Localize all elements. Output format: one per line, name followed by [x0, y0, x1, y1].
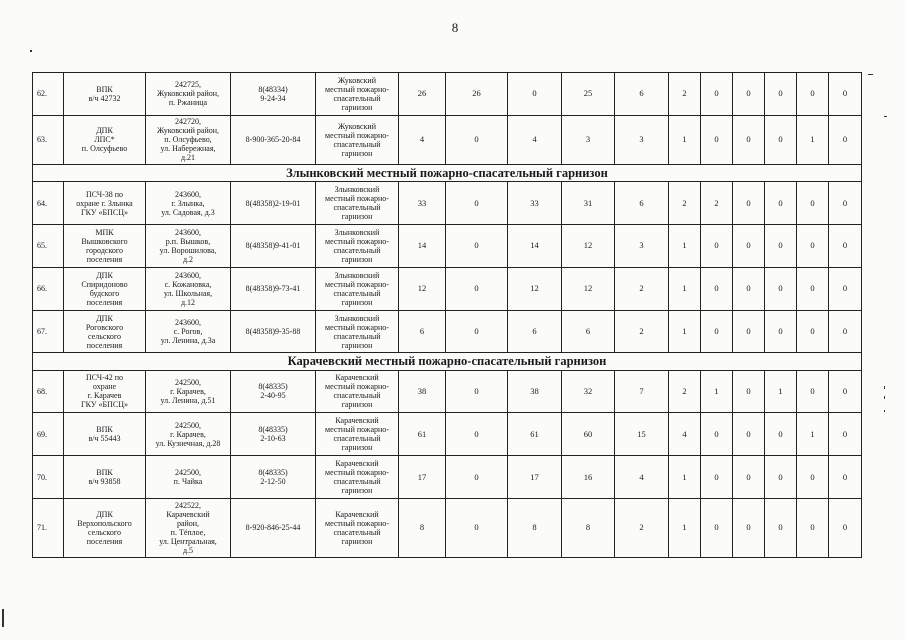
unit-name-cell: ВПК в/ч 55443	[64, 413, 146, 456]
unit-name-cell: ПСЧ-38 по охране г. Злынка ГКУ «БПСЦ»	[64, 182, 146, 225]
address-cell: 243600, р.п. Вышков, ул. Ворошилова, д.2	[146, 224, 231, 267]
col-15-cell: 0	[829, 224, 862, 267]
col-15-cell: 0	[829, 498, 862, 557]
garrison-cell: Жуковский местный пожарно- спасательный гарнизон	[316, 115, 399, 164]
col-6-cell: 0	[446, 115, 508, 164]
unit-name-cell: ДПК ЛПС* п. Олсуфьево	[64, 115, 146, 164]
phone-cell: 8(48358)9-35-88	[231, 310, 316, 353]
col-10-cell: 2	[669, 73, 701, 116]
col-11-cell: 0	[701, 413, 733, 456]
row-number-cell: 68.	[33, 370, 64, 413]
row-number-cell: 66.	[33, 267, 64, 310]
staff-total-cell: 38	[399, 370, 446, 413]
col-8-cell: 31	[562, 182, 615, 225]
scan-mark	[30, 50, 32, 52]
table-row	[33, 370, 862, 413]
col-13-cell: 0	[765, 73, 797, 116]
col-9-cell: 3	[615, 115, 669, 164]
col-11-cell: 0	[701, 73, 733, 116]
garrison-section-row	[33, 353, 862, 370]
col-9-cell: 2	[615, 267, 669, 310]
scan-mark	[884, 116, 887, 117]
table-row	[33, 115, 862, 164]
col-6-cell: 0	[446, 456, 508, 499]
garrison-cell: Жуковский местный пожарно- спасательный гарнизон	[316, 73, 399, 116]
row-number-cell: 69.	[33, 413, 64, 456]
staff-total-cell: 4	[399, 115, 446, 164]
garrison-section-title: Карачевский местный пожарно-спасательный гарнизон	[33, 353, 862, 370]
col-6-cell: 0	[446, 310, 508, 353]
col-8-cell: 12	[562, 224, 615, 267]
col-7-cell: 6	[508, 310, 562, 353]
scan-mark	[884, 386, 885, 389]
col-11-cell: 0	[701, 310, 733, 353]
col-6-cell: 0	[446, 370, 508, 413]
col-15-cell: 0	[829, 115, 862, 164]
table-row	[33, 310, 862, 353]
unit-name-cell: ДПК Роговского сельского поселения	[64, 310, 146, 353]
phone-cell: 8-900-365-20-84	[231, 115, 316, 164]
col-9-cell: 6	[615, 73, 669, 116]
garrison-cell: Злынковский местный пожарно- спасательный гарнизон	[316, 224, 399, 267]
phone-cell: 8(48358)9-73-41	[231, 267, 316, 310]
col-11-cell: 2	[701, 182, 733, 225]
col-14-cell: 0	[797, 370, 829, 413]
phone-cell: 8(48335) 2-10-63	[231, 413, 316, 456]
col-6-cell: 0	[446, 182, 508, 225]
col-15-cell: 0	[829, 182, 862, 225]
table-row	[33, 224, 862, 267]
col-14-cell: 1	[797, 413, 829, 456]
col-11-cell: 1	[701, 370, 733, 413]
address-cell: 242500, г. Карачев, ул. Кузнечная, д.28	[146, 413, 231, 456]
col-6-cell: 26	[446, 73, 508, 116]
col-9-cell: 3	[615, 224, 669, 267]
address-cell: 243600, с. Кожановка, ул. Школьная, д.12	[146, 267, 231, 310]
row-number-cell: 71.	[33, 498, 64, 557]
col-8-cell: 6	[562, 310, 615, 353]
col-7-cell: 0	[508, 73, 562, 116]
col-14-cell: 0	[797, 73, 829, 116]
col-7-cell: 61	[508, 413, 562, 456]
col-10-cell: 1	[669, 267, 701, 310]
staff-total-cell: 17	[399, 456, 446, 499]
staff-total-cell: 26	[399, 73, 446, 116]
col-12-cell: 0	[733, 413, 765, 456]
row-number-cell: 70.	[33, 456, 64, 499]
col-9-cell: 4	[615, 456, 669, 499]
col-15-cell: 0	[829, 370, 862, 413]
col-14-cell: 0	[797, 456, 829, 499]
col-12-cell: 0	[733, 370, 765, 413]
col-7-cell: 33	[508, 182, 562, 225]
row-number-cell: 63.	[33, 115, 64, 164]
table-row	[33, 456, 862, 499]
unit-name-cell: ПСЧ-42 по охране г. Карачев ГКУ «БПСЦ»	[64, 370, 146, 413]
col-8-cell: 12	[562, 267, 615, 310]
col-13-cell: 0	[765, 115, 797, 164]
col-14-cell: 0	[797, 182, 829, 225]
garrison-cell: Карачевский местный пожарно- спасательный гарнизон	[316, 370, 399, 413]
garrison-cell: Злынковский местный пожарно- спасательный гарнизон	[316, 182, 399, 225]
col-9-cell: 2	[615, 310, 669, 353]
col-7-cell: 17	[508, 456, 562, 499]
col-11-cell: 0	[701, 267, 733, 310]
unit-name-cell: ВПК в/ч 93858	[64, 456, 146, 499]
col-10-cell: 1	[669, 498, 701, 557]
col-9-cell: 6	[615, 182, 669, 225]
unit-name-cell: МПК Вышковского городского поселения	[64, 224, 146, 267]
col-8-cell: 3	[562, 115, 615, 164]
col-15-cell: 0	[829, 267, 862, 310]
col-6-cell: 0	[446, 413, 508, 456]
address-cell: 243600, г. Злынка, ул. Садовая, д.3	[146, 182, 231, 225]
col-12-cell: 0	[733, 456, 765, 499]
table-row	[33, 182, 862, 225]
col-12-cell: 0	[733, 182, 765, 225]
col-13-cell: 0	[765, 456, 797, 499]
phone-cell: 8(48335) 2-12-50	[231, 456, 316, 499]
page-number: 8	[451, 20, 459, 35]
row-number-cell: 62.	[33, 73, 64, 116]
col-9-cell: 7	[615, 370, 669, 413]
col-10-cell: 4	[669, 413, 701, 456]
col-10-cell: 2	[669, 182, 701, 225]
col-12-cell: 0	[733, 267, 765, 310]
col-9-cell: 2	[615, 498, 669, 557]
address-cell: 242500, п. Чайка	[146, 456, 231, 499]
col-7-cell: 4	[508, 115, 562, 164]
garrison-cell: Карачевский местный пожарно- спасательный гарнизон	[316, 498, 399, 557]
col-13-cell: 0	[765, 182, 797, 225]
address-cell: 243600, с. Рогов, ул. Ленина, д.3а	[146, 310, 231, 353]
col-8-cell: 25	[562, 73, 615, 116]
scan-mark	[884, 396, 885, 399]
col-7-cell: 12	[508, 267, 562, 310]
garrison-section-row	[33, 165, 862, 182]
table-row	[33, 73, 862, 116]
staff-total-cell: 6	[399, 310, 446, 353]
scan-mark	[2, 609, 4, 627]
table-row	[33, 413, 862, 456]
table-row	[33, 498, 862, 557]
col-7-cell: 38	[508, 370, 562, 413]
col-12-cell: 0	[733, 73, 765, 116]
staff-total-cell: 12	[399, 267, 446, 310]
col-14-cell: 0	[797, 498, 829, 557]
col-6-cell: 0	[446, 224, 508, 267]
col-8-cell: 32	[562, 370, 615, 413]
row-number-cell: 65.	[33, 224, 64, 267]
col-14-cell: 0	[797, 267, 829, 310]
col-12-cell: 0	[733, 310, 765, 353]
garrison-cell: Карачевский местный пожарно- спасательный гарнизон	[316, 413, 399, 456]
col-13-cell: 0	[765, 413, 797, 456]
fire-brigade-registry-table	[32, 72, 862, 558]
col-12-cell: 0	[733, 498, 765, 557]
col-10-cell: 1	[669, 310, 701, 353]
col-14-cell: 0	[797, 310, 829, 353]
col-15-cell: 0	[829, 456, 862, 499]
col-15-cell: 0	[829, 413, 862, 456]
address-cell: 242500, г. Карачев, ул. Ленина, д.51	[146, 370, 231, 413]
garrison-cell: Злынковский местный пожарно- спасательный гарнизон	[316, 267, 399, 310]
col-12-cell: 0	[733, 224, 765, 267]
col-10-cell: 2	[669, 370, 701, 413]
col-9-cell: 15	[615, 413, 669, 456]
col-6-cell: 0	[446, 267, 508, 310]
col-13-cell: 1	[765, 370, 797, 413]
col-11-cell: 0	[701, 456, 733, 499]
col-12-cell: 0	[733, 115, 765, 164]
address-cell: 242522, Карачевский район, п. Тёплое, ул. Центральная, д.5	[146, 498, 231, 557]
unit-name-cell: ВПК в/ч 42732	[64, 73, 146, 116]
col-11-cell: 0	[701, 498, 733, 557]
staff-total-cell: 8	[399, 498, 446, 557]
col-14-cell: 1	[797, 115, 829, 164]
garrison-cell: Карачевский местный пожарно- спасательный гарнизон	[316, 456, 399, 499]
phone-cell: 8(48334) 9-24-34	[231, 73, 316, 116]
phone-cell: 8(48358)2-19-01	[231, 182, 316, 225]
col-15-cell: 0	[829, 73, 862, 116]
col-8-cell: 8	[562, 498, 615, 557]
col-11-cell: 0	[701, 224, 733, 267]
staff-total-cell: 14	[399, 224, 446, 267]
phone-cell: 8-920-846-25-44	[231, 498, 316, 557]
table-row	[33, 267, 862, 310]
col-6-cell: 0	[446, 498, 508, 557]
col-13-cell: 0	[765, 224, 797, 267]
garrison-cell: Злынковский местный пожарно- спасательный гарнизон	[316, 310, 399, 353]
scan-mark	[868, 74, 873, 75]
garrison-section-title: Злынковский местный пожарно-спасательный гарнизон	[33, 165, 862, 182]
col-10-cell: 1	[669, 456, 701, 499]
unit-name-cell: ДПК Спиридоново будского поселения	[64, 267, 146, 310]
col-7-cell: 8	[508, 498, 562, 557]
staff-total-cell: 61	[399, 413, 446, 456]
col-10-cell: 1	[669, 115, 701, 164]
col-13-cell: 0	[765, 267, 797, 310]
col-8-cell: 16	[562, 456, 615, 499]
unit-name-cell: ДПК Верхопольского сельского поселения	[64, 498, 146, 557]
col-7-cell: 14	[508, 224, 562, 267]
address-cell: 242720, Жуковский район, п. Олсуфьево, ул. Набережная, д.21	[146, 115, 231, 164]
phone-cell: 8(48358)9-41-01	[231, 224, 316, 267]
row-number-cell: 67.	[33, 310, 64, 353]
col-13-cell: 0	[765, 310, 797, 353]
col-14-cell: 0	[797, 224, 829, 267]
staff-total-cell: 33	[399, 182, 446, 225]
col-8-cell: 60	[562, 413, 615, 456]
col-15-cell: 0	[829, 310, 862, 353]
scan-mark	[884, 410, 885, 412]
col-13-cell: 0	[765, 498, 797, 557]
col-10-cell: 1	[669, 224, 701, 267]
col-11-cell: 0	[701, 115, 733, 164]
phone-cell: 8(48335) 2-40-95	[231, 370, 316, 413]
address-cell: 242725, Жуковский район, п. Ржаница	[146, 73, 231, 116]
row-number-cell: 64.	[33, 182, 64, 225]
